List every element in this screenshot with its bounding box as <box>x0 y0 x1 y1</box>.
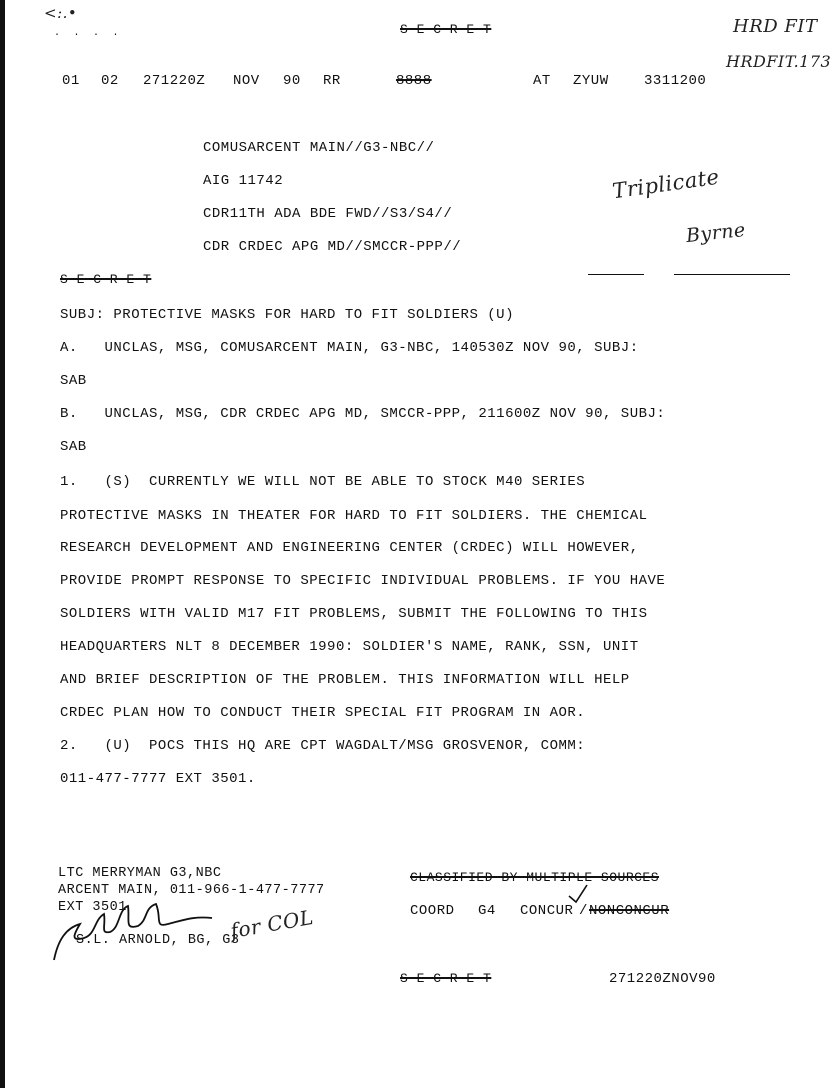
classification-top: S E C R E T <box>400 22 492 37</box>
body-line: HEADQUARTERS NLT 8 DECEMBER 1990: SOLDIER'S NAME, RANK, SSN, UNIT <box>60 639 639 655</box>
msg-year: 90 <box>283 73 301 89</box>
addressee-line: AIG 11742 <box>203 173 284 189</box>
msg-at: AT <box>533 73 551 89</box>
handwritten-byrne: Byrne <box>685 218 747 248</box>
body-line: AND BRIEF DESCRIPTION OF THE PROBLEM. THIS INFORMATION WILL HELP <box>60 672 630 688</box>
classification-bottom: S E C R E T <box>400 971 492 986</box>
coord-nonconcur: NONCONCUR <box>589 903 670 919</box>
msg-routing-number: 3311200 <box>644 73 707 89</box>
subject-line: SUBJ: PROTECTIVE MASKS FOR HARD TO FIT SOLDIERS (U) <box>60 307 514 323</box>
check-mark <box>566 882 590 904</box>
reference-b-subj: SAB <box>60 439 87 455</box>
classified-by: CLASSIFIED BY MULTIPLE SOURCES <box>410 870 660 885</box>
coord-office: G4 <box>478 903 496 919</box>
msg-dtg: 271220Z <box>143 73 206 89</box>
msg-part-2: 02 <box>101 73 119 89</box>
body-line: PROVIDE PROMPT RESPONSE TO SPECIFIC INDIVIDUAL PROBLEMS. IF YOU HAVE <box>60 573 666 589</box>
underline-rule <box>674 274 790 275</box>
originator-line: LTC MERRYMAN G3,NBC <box>58 866 222 881</box>
handwritten-signature <box>44 890 304 970</box>
body-line: PROTECTIVE MASKS IN THEATER FOR HARD TO FIT SOLDIERS. THE CHEMICAL <box>60 508 648 524</box>
reference-b: B. UNCLAS, MSG, CDR CRDEC APG MD, SMCCR-PPP, 211600Z NOV 90, SUBJ: <box>60 406 666 422</box>
body-line: 2. (U) POCS THIS HQ ARE CPT WAGDALT/MSG GROSVENOR, COMM: <box>60 738 586 754</box>
addressee-line: COMUSARCENT MAIN//G3-NBC// <box>203 140 435 156</box>
underline-rule <box>588 274 644 275</box>
originator-phone: ARCENT MAIN, 011-966-1-477-7777 <box>58 883 325 898</box>
originator-ext: EXT 3501 <box>58 900 127 915</box>
addressee-line: CDR11TH ADA BDE FWD//S3/S4// <box>203 206 453 222</box>
scan-dots: · · · · <box>54 30 120 41</box>
handwritten-triplicate: Triplicate <box>610 164 721 204</box>
coord-separator: / <box>579 903 588 919</box>
coord-label: COORD <box>410 903 455 919</box>
msg-precedence: RR <box>323 73 341 89</box>
coord-concur: CONCUR <box>520 903 574 919</box>
addressee-line: CDR CRDEC APG MD//SMCCR-PPP// <box>203 239 462 255</box>
body-line: 011-477-7777 EXT 3501. <box>60 771 256 787</box>
body-line: SOLDIERS WITH VALID M17 FIT PROBLEMS, SUBMIT THE FOLLOWING TO THIS <box>60 606 648 622</box>
body-line: RESEARCH DEVELOPMENT AND ENGINEERING CENTER (CRDEC) WILL HOWEVER, <box>60 540 639 556</box>
msg-routing-code: ZYUW <box>573 73 609 89</box>
reference-a: A. UNCLAS, MSG, COMUSARCENT MAIN, G3-NBC, 140530Z NOV 90, SUBJ: <box>60 340 639 356</box>
signature-scrawl: for COL <box>228 904 316 944</box>
body-line: CRDEC PLAN HOW TO CONDUCT THEIR SPECIAL FIT PROGRAM IN AOR. <box>60 705 586 721</box>
scan-edge <box>0 0 5 1088</box>
msg-redacted-code: 8888 <box>396 73 432 89</box>
handwritten-initials: <:.• <box>44 4 78 22</box>
reference-a-subj: SAB <box>60 373 87 389</box>
classification-mid: S E C R E T <box>60 272 152 287</box>
footer-dtg: 271220ZNOV90 <box>609 971 716 987</box>
msg-month: NOV <box>233 73 260 89</box>
msg-part-1: 01 <box>62 73 80 89</box>
handwritten-hrdfit-number: HRDFIT.173 <box>726 52 832 71</box>
handwritten-hrd-fit: HRD FIT <box>733 16 818 37</box>
body-line: 1. (S) CURRENTLY WE WILL NOT BE ABLE TO STOCK M40 SERIES <box>60 474 586 490</box>
signer-name: S.L. ARNOLD, BG, G3 <box>76 933 240 948</box>
